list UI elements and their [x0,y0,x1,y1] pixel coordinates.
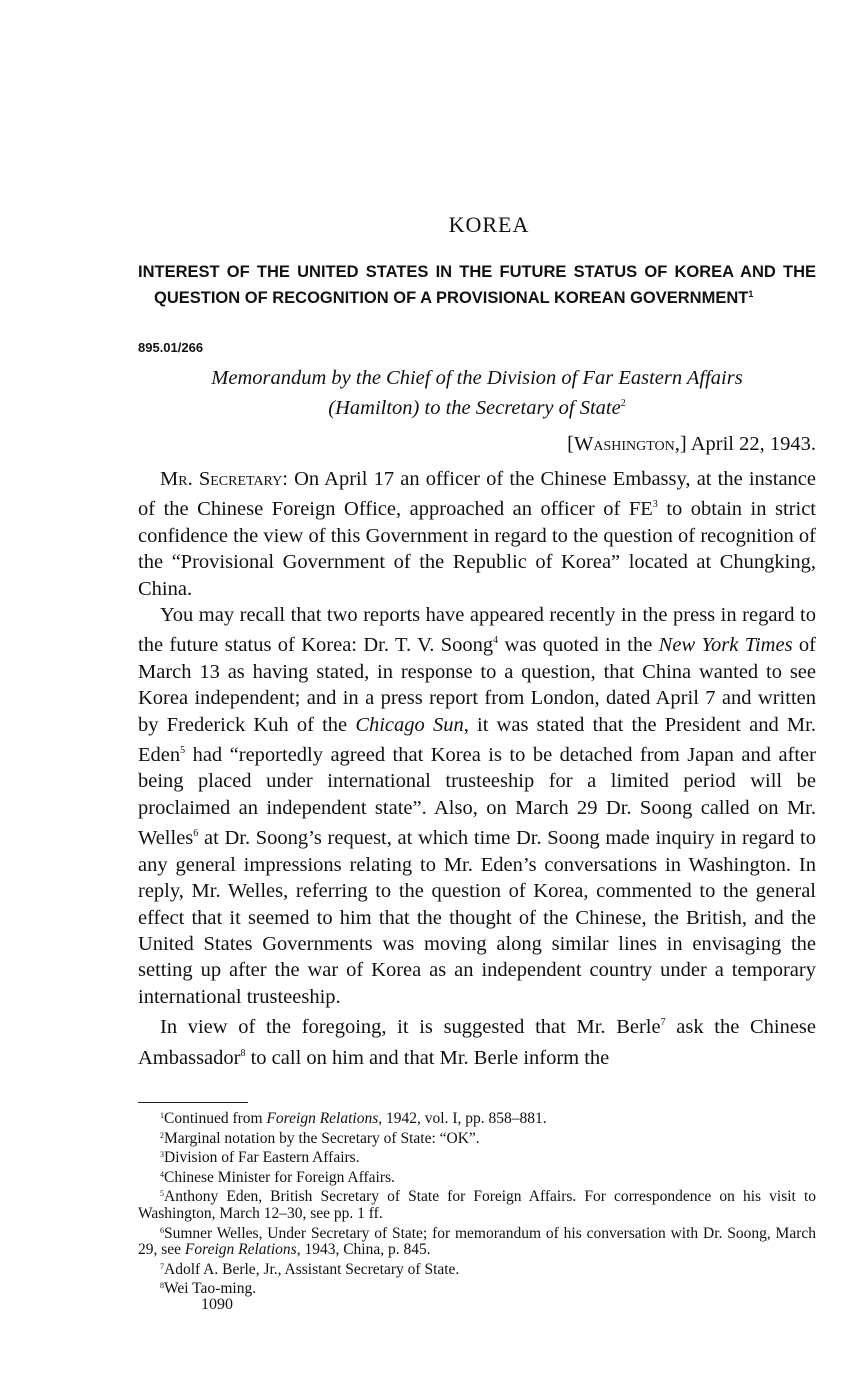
newspaper-title-nyt: New York Times [658,634,793,657]
footnote-2-mark: 2 [160,1130,164,1140]
paragraph-1-text-b: to obtain in strict confidence the view of this Government in regard to the question of recognition of the “Provisional Government of the Republic of Korea” located at Chungking, China. [138,498,816,600]
footnotes [138,1108,816,1298]
salutation: Mr. Secretary [160,468,283,490]
footnote-1-text-a: Continued from [164,1110,267,1127]
footnote-4-text: Chinese Minister for Foreign Affairs. [164,1168,395,1186]
footnote-3-text: Division of Far Eastern Affairs. [164,1149,360,1167]
document-title-line-2-text: (Hamilton) to the Secretary of State [328,397,621,419]
footnote-7-text: Adolf A. Berle, Jr., Assistant Secretary of State. [164,1260,460,1278]
footnote-5-mark: 5 [160,1189,164,1199]
footnote-ref-5[interactable]: 5 [180,745,186,757]
paragraph-2-text-b: was quoted in the [498,634,659,657]
paragraph-2-text-d: , it was stated that the President and Mr. Eden [138,713,816,767]
footnote-6-mark: 6 [160,1225,164,1235]
chapter-heading: KOREA [448,212,530,237]
paragraph-2-text-f: at Dr. Soong’s request, at which time Dr. Soong made inquiry in regard to any general impressions relating to Mr. Eden’s conversations in Washington. In reply, Mr. Welles, referring to the question of Korea, commented to the general effect that it seemed to him that the thought of the Chinese, the British, and the United States Governments was moving along similar lines in envisaging the setting up after the war of Korea as an independent country under a temporary international trusteeship. [138,827,816,1008]
paragraph-1 [138,466,816,602]
footnote-6 [138,1223,816,1259]
footnote-7 [138,1259,816,1279]
footnote-1-text-b: , 1942, vol. I, pp. 858–881. [378,1110,547,1127]
footnote-ref-4[interactable]: 4 [493,635,499,647]
footnote-divider [138,1102,248,1103]
page-number: 1090 [201,1296,233,1313]
footnote-ref-8[interactable]: 8 [240,1047,246,1059]
footnote-1 [138,1108,816,1128]
footnote-8-text: Wei Tao-ming. [164,1280,257,1298]
subject-text: INTEREST OF THE UNITED STATES IN THE FUTURE STATUS OF KOREA AND THE QUESTION OF RECOGNITION OF A PROVISIONAL KOREAN GOVERNMENT [138,263,816,307]
footnote-1-title: Foreign Relations [266,1110,379,1127]
dateline [567,433,816,456]
footnote-ref-6[interactable]: 6 [193,828,199,840]
footnote-ref-7[interactable]: 7 [660,1017,666,1029]
paragraph-2-text-c: of March 13 as having stated, in response to a question, that China wanted to see Korea independent; and in a press report from London, dated April 7 and written by Frederick Kuh of the [138,634,816,736]
footnote-3 [138,1147,816,1167]
dateline-date: April 22, 1943. [690,433,816,455]
footnote-1-mark: 1 [160,1111,164,1120]
document-title [138,365,816,421]
footnote-ref-1[interactable]: 1 [748,289,754,299]
footnote-5-text: Anthony Eden, British Secretary of State for Foreign Affairs. For correspondence on his visit to Washington, March 12–30, see pp. 1 ff. [138,1188,816,1222]
footnote-4-mark: 4 [160,1169,164,1179]
document-title-line-2 [138,391,816,421]
footnote-4 [138,1167,816,1187]
footnote-6-text-b: , 1943, China, p. 845. [296,1241,431,1259]
footnote-8-mark: 8 [160,1281,164,1291]
subject-heading [138,261,816,309]
footnote-8 [138,1278,816,1298]
dateline-place: [Washington,] [567,433,687,455]
paragraph-3-text-b: ask the Chinese Ambassador [138,1016,816,1069]
newspaper-title-chicago-sun: Chicago Sun [355,713,464,736]
footnote-6-text-a: Sumner Welles, Under Secretary of State; for memorandum of his conversation with Dr. Soong, March 29, see [138,1224,816,1259]
paragraph-3-text-c: to call on him and that Mr. Berle inform the [245,1046,610,1069]
footnote-2-text: Marginal notation by the Secretary of State: “OK”. [164,1129,480,1147]
footnote-2 [138,1128,816,1148]
document-title-line-1: Memorandum by the Chief of the Division of Far Eastern Affairs [211,367,743,389]
footnote-3-mark: 3 [160,1150,164,1160]
footnote-7-mark: 7 [160,1261,164,1271]
paragraph-2-text-a: You may recall that two reports have appeared recently in the press in regard to the future status of Korea: Dr. T. V. Soong [138,604,816,657]
paragraph-3 [138,1010,816,1071]
footnote-5 [138,1186,816,1222]
paragraph-3-text-a: In view of the foregoing, it is suggested that Mr. Berle [160,1016,661,1039]
footnote-ref-2[interactable]: 2 [620,398,626,409]
paragraph-2-text-e: had “reportedly agreed that Korea is to be detached from Japan and after being placed under international trusteeship for a limited period will be proclaimed an independent state”. Also, on March 29 Dr. Soong called on Mr. Welles [138,744,816,850]
footnote-6-title: Foreign Relations [184,1241,297,1259]
memorandum-body [138,466,816,1071]
paragraph-2 [138,602,816,1010]
file-number: 895.01/266 [138,340,204,355]
paragraph-1-text-a: : On April 17 an officer of the Chinese Embassy, at the instance of the Chinese Foreign Office, approached an officer of FE [138,468,817,521]
footnote-ref-3[interactable]: 3 [652,499,658,511]
